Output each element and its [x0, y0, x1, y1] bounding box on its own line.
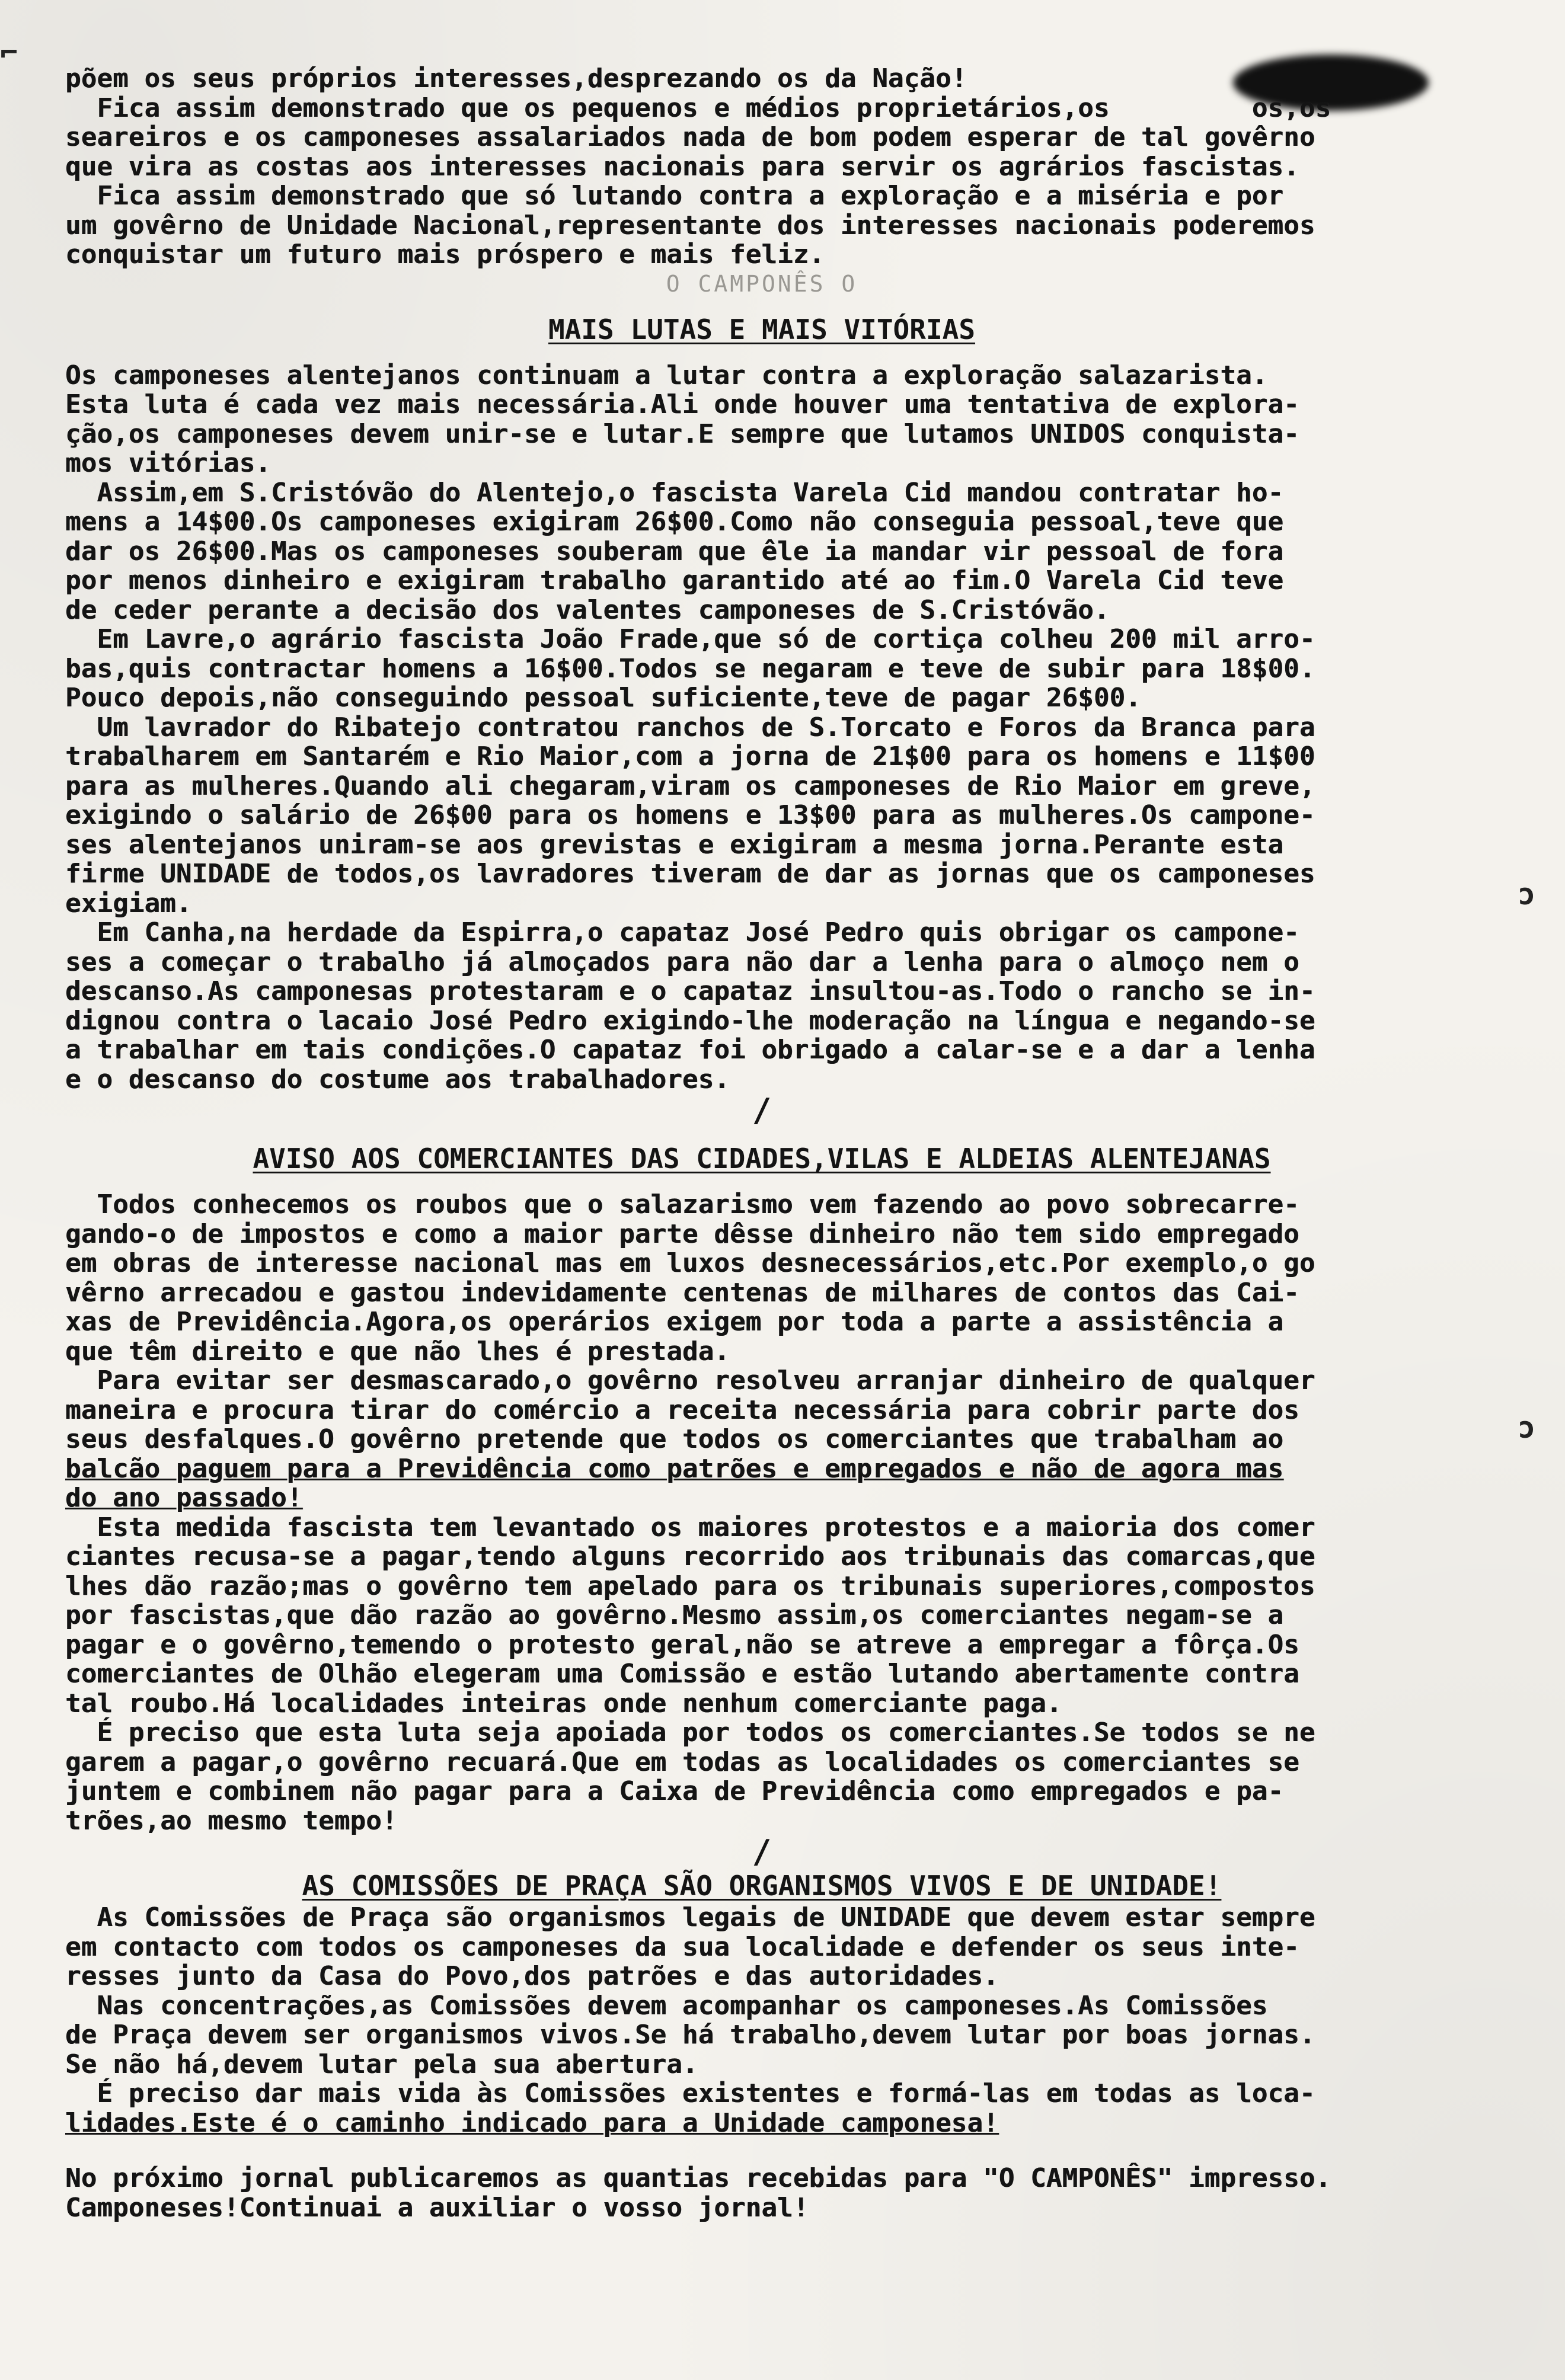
text-line: de Praça devem ser organismos vivos.Se há trabalho,devem lutar por boas jornas.	[65, 2020, 1315, 2050]
section-heading-aviso-comerciantes: AVISO AOS COMERCIANTES DAS CIDADES,VILAS E ALDEIAS ALENTEJANAS	[253, 1143, 1271, 1175]
text-line: ses a começar o trabalho já almoçados para não dar a lenha para o almoço nem o	[65, 946, 1299, 977]
section-aviso-body	[65, 1190, 1458, 1835]
text-line: põem os seus próprios interesses,desprezando os da Nação!	[65, 63, 967, 94]
text-line: por fascistas,que dão razão ao govêrno.Mesmo assim,os comerciantes negam-se a	[65, 1600, 1284, 1630]
text-line: trabalharem em Santarém e Rio Maior,com a jorna de 21$00 para os homens e 11$00	[65, 741, 1315, 772]
margin-mark-right-2: ɔ	[1518, 1410, 1536, 1445]
text-line: seus desfalques.O govêrno pretende que todos os comerciantes que trabalham ao	[65, 1424, 1284, 1454]
text-line: trões,ao mesmo tempo!	[65, 1805, 398, 1836]
text-line: gando-o de impostos e como a maior parte dêsse dinheiro não tem sido empregado	[65, 1218, 1299, 1249]
text-line: Em Lavre,o agrário fascista João Frade,que só de cortiça colheu 200 mil arro-	[65, 624, 1315, 654]
text-line: balcão paguem para a Previdência como patrões e empregados e não de agora mas	[65, 1453, 1284, 1484]
text-line: resses junto da Casa do Povo,dos patrões e das autoridades.	[65, 1961, 999, 1991]
intro-paragraphs	[65, 64, 1458, 270]
footer-note	[65, 2164, 1458, 2222]
text-line: que vira as costas aos interesses nacionais para servir os agrários fascistas.	[65, 151, 1299, 182]
text-line: mens a 14$00.Os camponeses exigiram 26$00.Como não conseguia pessoal,teve que	[65, 507, 1284, 537]
section-separator: /	[752, 1833, 772, 1870]
text-line: Fica assim demonstrado que os pequenos e médios proprietários,os os,os	[65, 92, 1331, 123]
bleed-through-text: O CAMPONÊS O	[666, 270, 858, 297]
text-line: ses alentejanos uniram-se aos grevistas e exigiram a mesma jorna.Perante esta	[65, 829, 1284, 860]
text-line: Camponeses!Continuai a auxiliar o vosso jornal!	[65, 2192, 809, 2223]
text-line: ciantes recusa-se a pagar,tendo alguns recorrido aos tribunais das comarcas,que	[65, 1541, 1315, 1572]
text-line: um govêrno de Unidade Nacional,representante dos interesses nacionais poderemos	[65, 210, 1315, 241]
text-line: mos vitórias.	[65, 448, 271, 478]
text-line: Os camponeses alentejanos continuam a lutar contra a exploração salazarista.	[65, 360, 1268, 391]
text-line: e o descanso do costume aos trabalhadores.	[65, 1064, 730, 1095]
section-comissoes-body	[65, 1903, 1458, 2138]
text-line: No próximo jornal publicaremos as quantias recebidas para "O CAMPONÊS" impresso.	[65, 2163, 1331, 2193]
text-line: Esta luta é cada vez mais necessária.Ali onde houver uma tentativa de explora-	[65, 389, 1299, 420]
text-line: Nas concentrações,as Comissões devem acompanhar os camponeses.As Comissões	[65, 1990, 1268, 2021]
text-line: dignou contra o lacaio José Pedro exigindo-lhe moderação na língua e negando-se	[65, 1005, 1315, 1036]
text-line: Para evitar ser desmascarado,o govêrno resolveu arranjar dinheiro de qualquer	[65, 1365, 1315, 1396]
text-line: Em Canha,na herdade da Espirra,o capataz José Pedro quis obrigar os campone-	[65, 917, 1299, 948]
text-line: descanso.As camponesas protestaram e o capataz insultou-as.Todo o rancho se in-	[65, 976, 1315, 1006]
text-line: É preciso dar mais vida às Comissões existentes e formá-las em todas as loca-	[65, 2078, 1315, 2109]
text-line: seareiros e os camponeses assalariados nada de bom podem esperar de tal govêrno	[65, 122, 1315, 152]
document-body	[65, 64, 1458, 2222]
text-line: do ano passado!	[65, 1483, 303, 1513]
section-mais-lutas-body	[65, 361, 1458, 1095]
text-line: que têm direito e que não lhes é prestada.	[65, 1336, 730, 1367]
text-line: exigindo o salário de 26$00 para os homens e 13$00 para as mulheres.Os campone-	[65, 800, 1315, 830]
text-line: de ceder perante a decisão dos valentes camponeses de S.Cristóvão.	[65, 594, 1110, 625]
text-line: a trabalhar em tais condições.O capataz foi obrigado a calar-se e a dar a lenha	[65, 1035, 1315, 1065]
text-line: exigiam.	[65, 888, 192, 919]
text-line: Um lavrador do Ribatejo contratou ranchos de S.Torcato e Foros da Branca para	[65, 712, 1315, 743]
text-line: maneira e procura tirar do comércio a receita necessária para cobrir parte dos	[65, 1394, 1299, 1425]
text-line: xas de Previdência.Agora,os operários exigem por toda a parte a assistência a	[65, 1307, 1284, 1337]
text-line: bas,quis contractar homens a 16$00.Todos se negaram e teve de subir para 18$00.	[65, 653, 1315, 684]
section-heading-comissoes-praca: AS COMISSÕES DE PRAÇA SÃO ORGANISMOS VIVOS E DE UNIDADE!	[302, 1870, 1222, 1902]
text-line: lidades.Este é o caminho indicado para a Unidade camponesa!	[65, 2107, 999, 2138]
text-line: conquistar um futuro mais próspero e mais feliz.	[65, 239, 825, 270]
text-line: ção,os camponeses devem unir-se e lutar.E sempre que lutamos UNIDOS conquista-	[65, 418, 1299, 449]
text-line: vêrno arrecadou e gastou indevidamente centenas de milhares de contos das Cai-	[65, 1277, 1299, 1308]
section-separator: /	[752, 1092, 772, 1129]
text-line: dar os 26$00.Mas os camponeses souberam que êle ia mandar vir pessoal de fora	[65, 536, 1284, 567]
text-line: comerciantes de Olhão elegeram uma Comissão e estão lutando abertamente contra	[65, 1659, 1299, 1689]
text-line: por menos dinheiro e exigiram trabalho garantido até ao fim.O Varela Cid teve	[65, 565, 1284, 596]
text-line: pagar e o govêrno,temendo o protesto geral,não se atreve a empregar a fôrça.Os	[65, 1629, 1299, 1660]
text-line: Todos conhecemos os roubos que o salazarismo vem fazendo ao povo sobrecarre-	[65, 1189, 1299, 1220]
text-line: Esta medida fascista tem levantado os maiores protestos e a maioria dos comer	[65, 1512, 1315, 1543]
text-line: garem a pagar,o govêrno recuará.Que em todas as localidades os comerciantes se	[65, 1746, 1299, 1777]
section-heading-mais-lutas: MAIS LUTAS E MAIS VITÓRIAS	[548, 313, 976, 346]
text-line: juntem e combinem não pagar para a Caixa de Previdência como empregados e pa-	[65, 1776, 1284, 1806]
text-line: Se não há,devem lutar pela sua abertura.	[65, 2049, 698, 2080]
text-line: As Comissões de Praça são organismos legais de UNIDADE que devem estar sempre	[65, 1902, 1315, 1933]
text-line: em contacto com todos os camponeses da sua localidade e defender os seus inte-	[65, 1931, 1299, 1962]
text-line: Pouco depois,não conseguindo pessoal suficiente,teve de pagar 26$00.	[65, 683, 1141, 713]
text-line: em obras de interesse nacional mas em luxos desnecessários,etc.Por exemplo,o go	[65, 1248, 1315, 1278]
text-line: lhes dão razão;mas o govêrno tem apelado para os tribunais superiores,compostos	[65, 1570, 1315, 1601]
text-line: firme UNIDADE de todos,os lavradores tiveram de dar as jornas que os camponeses	[65, 859, 1315, 889]
text-line: Fica assim demonstrado que só lutando contra a exploração e a miséria e por	[65, 181, 1284, 211]
text-line: Assim,em S.Cristóvão do Alentejo,o fascista Varela Cid mandou contratar ho-	[65, 477, 1284, 508]
text-line: para as mulheres.Quando ali chegaram,viram os camponeses de Rio Maior em greve,	[65, 770, 1315, 801]
text-line: É preciso que esta luta seja apoiada por todos os comerciantes.Se todos se ne	[65, 1717, 1315, 1748]
margin-mark-left: ⌐	[0, 36, 18, 70]
text-line: tal roubo.Há localidades inteiras onde nenhum comerciante paga.	[65, 1688, 1062, 1719]
margin-mark-right: ɔ	[1518, 877, 1536, 911]
